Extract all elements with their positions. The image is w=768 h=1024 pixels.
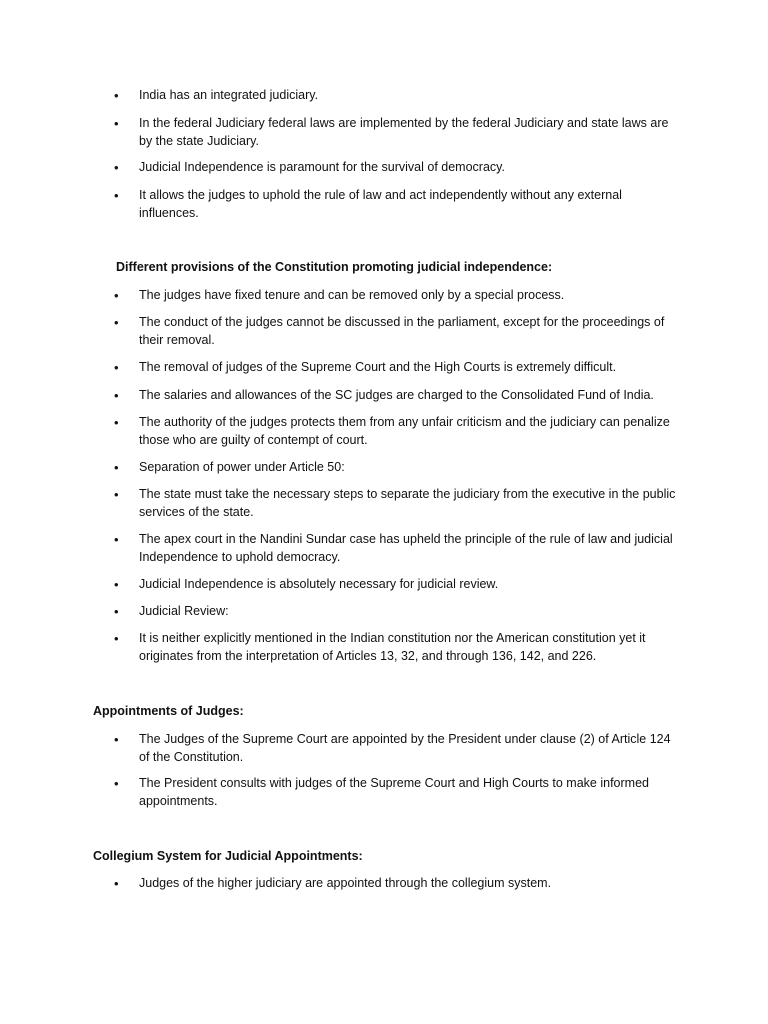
list-item: Judicial Independence is absolutely necessary for judicial review. [139, 577, 499, 591]
list-item: The conduct of the judges cannot be discussed in the parliament, except for the proceedings of their removal. [139, 315, 665, 347]
list-item: The apex court in the Nandini Sundar case has upheld the principle of the rule of law and judicial Independence to uphold democracy. [139, 532, 673, 564]
list-item: The salaries and allowances of the SC judges are charged to the Consolidated Fund of India. [139, 388, 654, 402]
bullet-icon: • [114, 487, 119, 502]
section-heading-provisions: Different provisions of the Constitution promoting judicial independence: [116, 260, 553, 274]
bullet-icon: • [114, 388, 119, 403]
section-heading-collegium: Collegium System for Judicial Appointments: [93, 849, 363, 863]
list-item: Judicial Review: [139, 604, 229, 618]
list-item: The state must take the necessary steps to separate the judiciary from the executive in the public services of the state. [139, 487, 676, 519]
bullet-icon: • [114, 88, 119, 103]
list-item: The Judges of the Supreme Court are appointed by the President under clause (2) of Article 124 of the Constitution. [139, 732, 671, 764]
bullet-icon: • [114, 532, 119, 547]
bullet-icon: • [114, 732, 119, 747]
list-item: The removal of judges of the Supreme Court and the High Courts is extremely difficult. [139, 360, 617, 374]
list-item: Judicial Independence is paramount for the survival of democracy. [139, 160, 505, 174]
list-item: Judges of the higher judiciary are appointed through the collegium system. [139, 876, 552, 890]
bullet-icon: • [114, 415, 119, 430]
bullet-icon: • [114, 160, 119, 175]
bullet-icon: • [114, 577, 119, 592]
section-heading-appointments: Appointments of Judges: [93, 704, 244, 718]
bullet-icon: • [114, 288, 119, 303]
list-item: It is neither explicitly mentioned in the Indian constitution nor the American constitution yet it originates from the interpretation of Articles 13, 32, and through 136, 142, and 226. [139, 631, 646, 663]
bullet-icon: • [114, 460, 119, 475]
list-item: The judges have fixed tenure and can be removed only by a special process. [139, 288, 565, 302]
bullet-icon: • [114, 631, 119, 646]
list-item: The President consults with judges of the Supreme Court and High Courts to make informed appointments. [139, 776, 649, 808]
bullet-icon: • [114, 776, 119, 791]
list-item: It allows the judges to uphold the rule of law and act independently without any external influences. [139, 188, 622, 220]
bullet-icon: • [114, 604, 119, 619]
bullet-icon: • [114, 360, 119, 375]
list-item: The authority of the judges protects them from any unfair criticism and the judiciary can penalize those who are guilty of contempt of court. [139, 415, 670, 447]
list-item: India has an integrated judiciary. [139, 88, 319, 102]
bullet-icon: • [114, 315, 119, 330]
bullet-icon: • [114, 876, 119, 891]
bullet-icon: • [114, 116, 119, 131]
bullet-icon: • [114, 188, 119, 203]
list-item: Separation of power under Article 50: [139, 460, 345, 474]
list-item: In the federal Judiciary federal laws are implemented by the federal Judiciary and state laws are by the state Judiciary. [139, 116, 669, 148]
